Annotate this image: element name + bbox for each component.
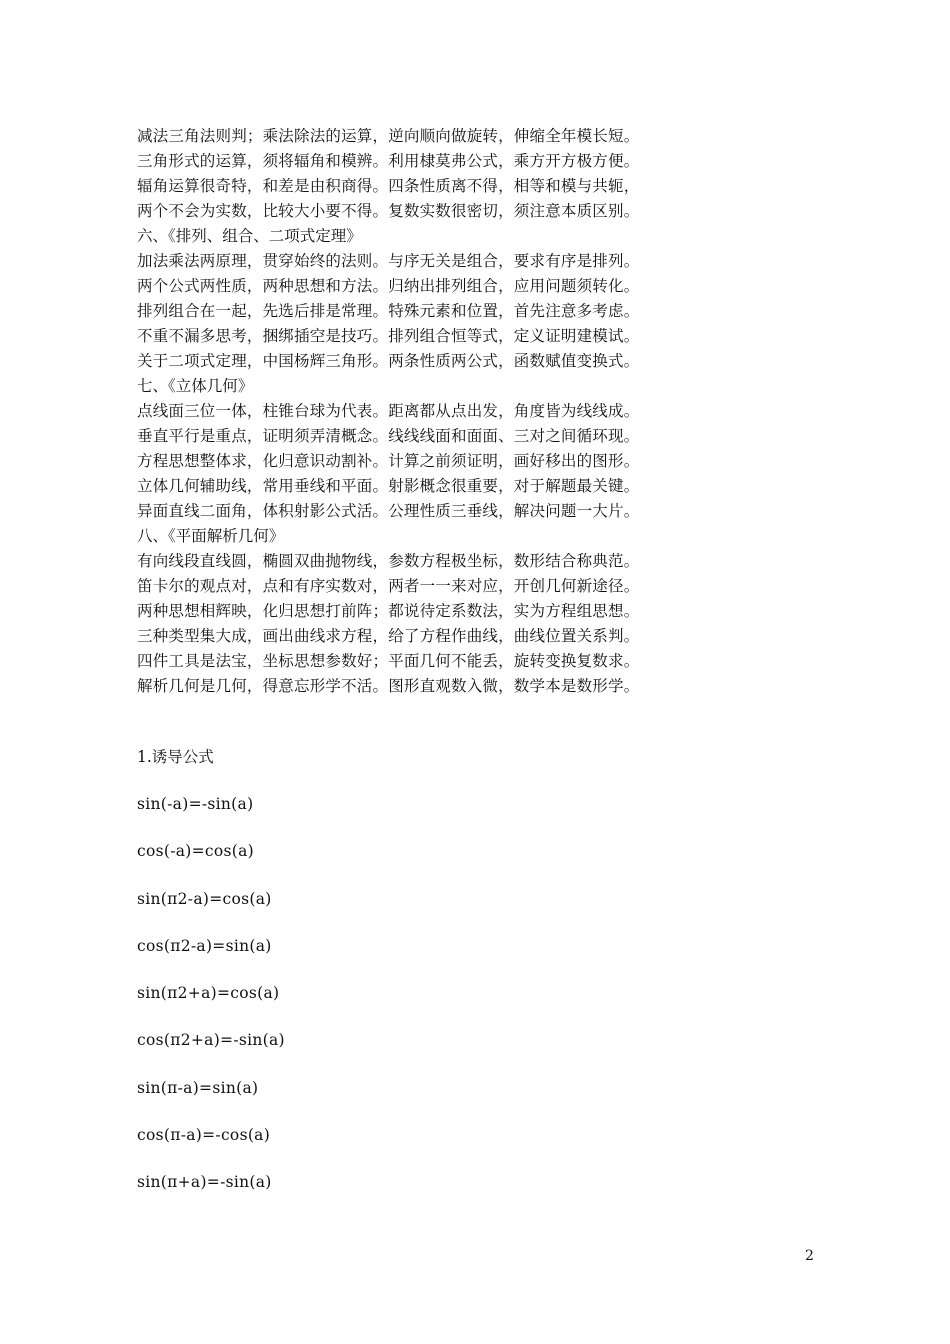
formulas-section: [137, 744, 637, 1217]
formula-line: cos(π-a)=-cos(a): [137, 1126, 271, 1145]
section-heading-permutation: 六、《排列、组合、二项式定理》: [137, 227, 362, 245]
poem-line: 垂直平行是重点，证明须弄清概念。线线线面和面面、三对之间循环现。: [137, 427, 640, 445]
formula-line: sin(-a)=-sin(a): [137, 795, 254, 813]
poem-line: 两种思想相辉映，化归思想打前阵；都说待定系数法，实为方程组思想。: [137, 602, 640, 620]
formula-line: cos(-a)=cos(a): [137, 842, 255, 861]
poem-line: 排列组合在一起，先选后排是常理。特殊元素和位置，首先注意多考虑。: [137, 302, 640, 320]
poem-line: 方程思想整体求，化归意识动割补。计算之前须证明，画好移出的图形。: [137, 452, 640, 470]
poem-line: 两个公式两性质，两种思想和方法。归纳出排列组合，应用问题须转化。: [137, 277, 640, 295]
poem-line: 三角形式的运算，须将辐角和模辨。利用棣莫弗公式，乘方开方极方便。: [137, 152, 640, 170]
poem-line: 两个不会为实数，比较大小要不得。复数实数很密切，须注意本质区别。: [137, 202, 640, 220]
poem-line: 三种类型集大成，画出曲线求方程，给了方程作曲线，曲线位置关系判。: [137, 627, 640, 645]
formulas-title: 1.诱导公式: [137, 748, 214, 766]
poem-line: 关于二项式定理，中国杨辉三角形。两条性质两公式，函数赋值变换式。: [137, 352, 640, 370]
formula-line: sin(π+a)=-sin(a): [137, 1173, 272, 1192]
formula-line: cos(π2-a)=sin(a): [137, 936, 272, 955]
poem-line: 有向线段直线圆，椭圆双曲抛物线，参数方程极坐标，数形结合称典范。: [137, 552, 640, 570]
formula-line: sin(π2+a)=cos(a): [137, 984, 280, 1003]
section-heading-solid-geometry: 七、《立体几何》: [137, 377, 254, 395]
poem-section: [137, 124, 697, 699]
poem-line: 笛卡尔的观点对，点和有序实数对，两者一一来对应，开创几何新途径。: [137, 577, 640, 595]
formula-line: cos(π2+a)=-sin(a): [137, 1031, 285, 1050]
poem-line: 减法三角法则判；乘法除法的运算，逆向顺向做旋转，伸缩全年模长短。: [137, 127, 640, 145]
poem-line: 解析几何是几何，得意忘形学不活。图形直观数入微，数学本是数形学。: [137, 677, 640, 695]
poem-line: 立体几何辅助线，常用垂线和平面。射影概念很重要，对于解题最关键。: [137, 477, 640, 495]
page-number: 2: [805, 1248, 814, 1264]
poem-line: 加法乘法两原理，贯穿始终的法则。与序无关是组合，要求有序是排列。: [137, 252, 640, 270]
poem-line: 四件工具是法宝，坐标思想参数好；平面几何不能丢，旋转变换复数求。: [137, 652, 640, 670]
formula-line: sin(π2-a)=cos(a): [137, 889, 272, 908]
poem-line: 不重不漏多思考，捆绑插空是技巧。排列组合恒等式，定义证明建模试。: [137, 327, 640, 345]
section-heading-analytic-geometry: 八、《平面解析几何》: [137, 527, 285, 545]
formula-line: sin(π-a)=sin(a): [137, 1078, 259, 1097]
poem-line: 点线面三位一体，柱锥台球为代表。距离都从点出发，角度皆为线线成。: [137, 402, 640, 420]
poem-line: 辐角运算很奇特，和差是由积商得。四条性质离不得，相等和模与共轭，: [137, 177, 640, 195]
poem-line: 异面直线二面角，体积射影公式活。公理性质三垂线，解决问题一大片。: [137, 502, 640, 520]
